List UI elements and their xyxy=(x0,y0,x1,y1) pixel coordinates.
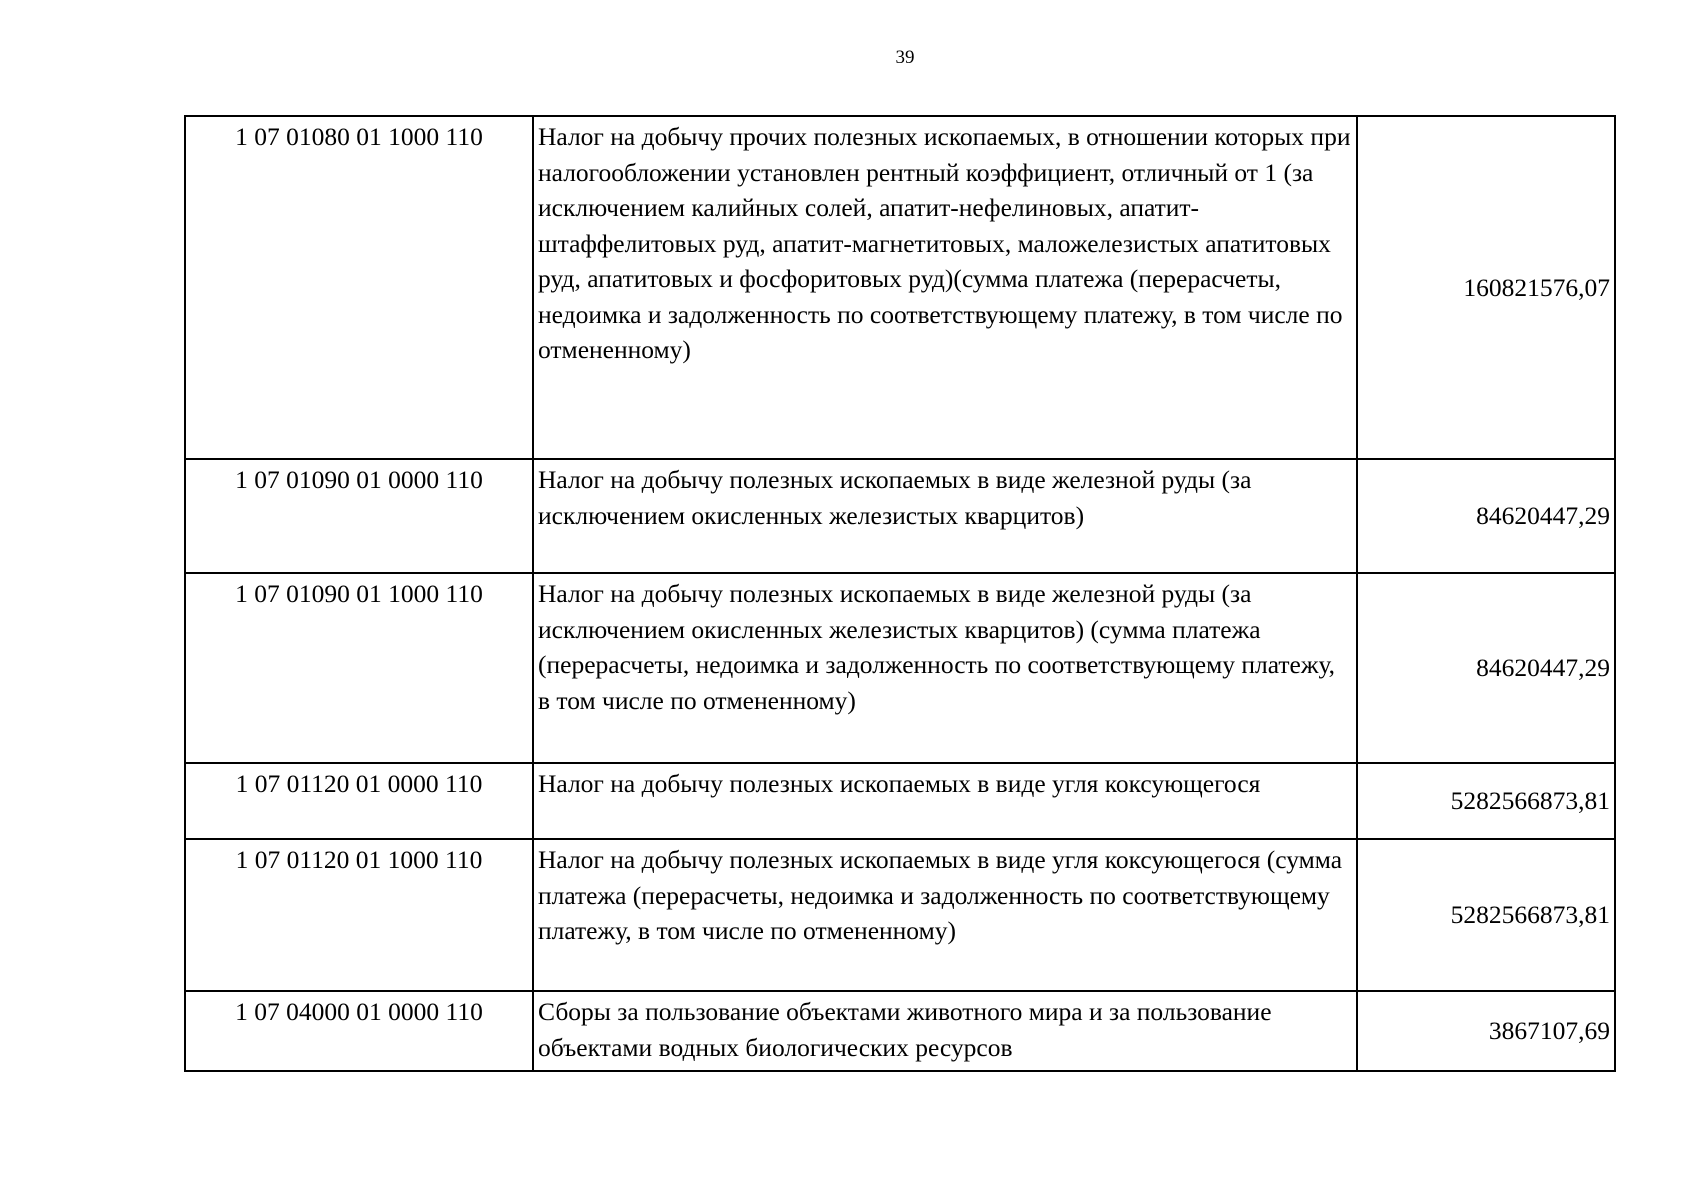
description-cell: Сборы за пользование объектами животного мира и за пользование объектами водных биологических ресурсов xyxy=(533,991,1357,1071)
description-cell: Налог на добычу полезных ископаемых в виде железной руды (за исключением окисленных железистых кварцитов) (сумма платежа (перерасчеты, недоимка и задолженность по соответствующему платежу, в том числе по отмененному) xyxy=(533,573,1357,763)
amount-cell: 5282566873,81 xyxy=(1357,763,1615,839)
table-row xyxy=(185,839,1615,991)
table-row xyxy=(185,763,1615,839)
amount-cell: 5282566873,81 xyxy=(1357,839,1615,991)
budget-code-cell: 1 07 04000 01 0000 110 xyxy=(185,991,533,1071)
budget-code-cell: 1 07 01090 01 0000 110 xyxy=(185,459,533,573)
budget-code-cell: 1 07 01090 01 1000 110 xyxy=(185,573,533,763)
amount-cell: 84620447,29 xyxy=(1357,459,1615,573)
budget-code-cell: 1 07 01120 01 0000 110 xyxy=(185,763,533,839)
description-cell: Налог на добычу прочих полезных ископаемых, в отношении которых при налогообложении установлен рентный коэффициент, отличный от 1 (за исключением калийных солей, апатит-нефелиновых, апатит-штаффелитовых руд, апатит-магнетитовых, маложелезистых апатитовых руд, апатитовых и фосфоритовых руд)(сумма платежа (перерасчеты, недоимка и задолженность по соответствующему платежу, в том числе по отмененному) xyxy=(533,116,1357,459)
description-cell: Налог на добычу полезных ископаемых в виде железной руды (за исключением окисленных железистых кварцитов) xyxy=(533,459,1357,573)
budget-code-cell: 1 07 01120 01 1000 110 xyxy=(185,839,533,991)
table-row xyxy=(185,116,1615,459)
budget-code-cell: 1 07 01080 01 1000 110 xyxy=(185,116,533,459)
budget-revenue-table xyxy=(184,115,1616,1072)
amount-cell: 3867107,69 xyxy=(1357,991,1615,1071)
table-row xyxy=(185,991,1615,1071)
description-cell: Налог на добычу полезных ископаемых в виде угля коксующегося (сумма платежа (перерасчеты, недоимка и задолженность по соответствующему платежу, в том числе по отмененному) xyxy=(533,839,1357,991)
description-cell: Налог на добычу полезных ископаемых в виде угля коксующегося xyxy=(533,763,1357,839)
amount-cell: 84620447,29 xyxy=(1357,573,1615,763)
table-row xyxy=(185,573,1615,763)
page-number: 39 xyxy=(895,47,915,68)
table-row xyxy=(185,459,1615,573)
amount-cell: 160821576,07 xyxy=(1357,116,1615,459)
